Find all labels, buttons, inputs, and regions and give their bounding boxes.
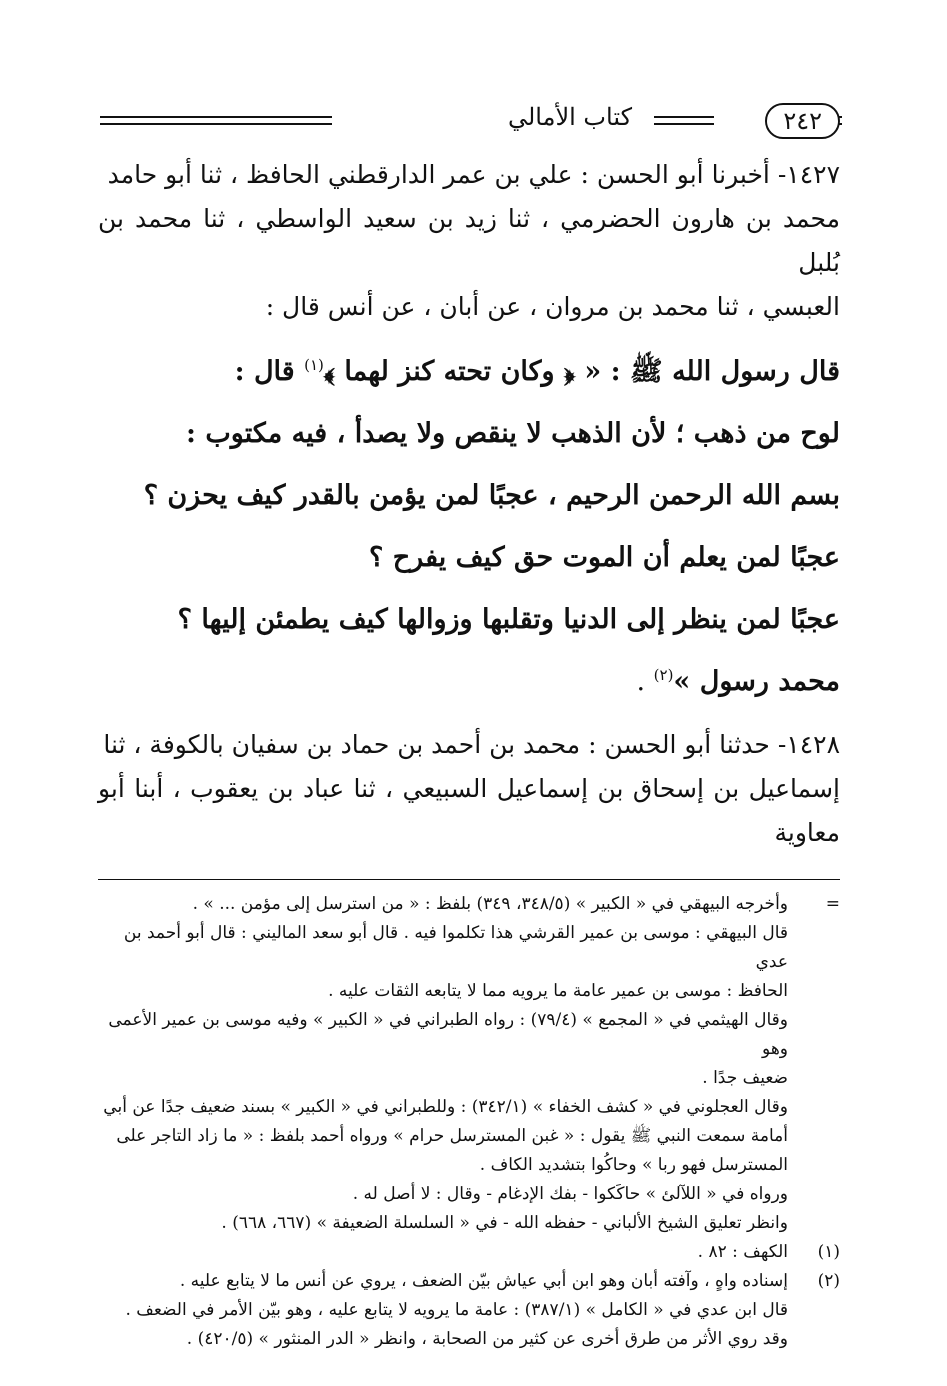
footnote-ref-1[interactable]: (١) (304, 356, 324, 374)
quote-intro-line (98, 341, 840, 403)
footnote-line: المسترسل فهو ربا » وحاكُوا بتشديد الكاف . (479, 1155, 788, 1175)
footnote-2-line: وقد روي الأثر من طرق أخرى عن كثير من الصحابة ، وانظر « الدر المنثور » (٤٢٠/٥) . (186, 1329, 788, 1349)
footnote-continuation (98, 890, 840, 919)
footnote-text: وأخرجه البيهقي في « الكبير » (٣٤٨/٥، ٣٤٩) بلفظ : « من استرسل إلى مؤمن ... » . (192, 894, 788, 914)
header-rule-left (100, 116, 332, 125)
page-number-wrap (765, 101, 840, 141)
footnote-line: ضعيف جدًا . (702, 1068, 788, 1088)
footnote-line: ورواه في « اللآلئ » حاكَكوا - بفك الإدغام - وقال : لا أصل له . (352, 1184, 788, 1204)
quote-line: عجبًا لمن يعلم أن الموت حق كيف يفرح ؟ (369, 542, 840, 573)
hadith-1428-line-1: ١٤٢٨- حدثنا أبو الحسن : محمد بن أحمد بن حماد بن سفيان بالكوفة ، ثنا (103, 730, 840, 759)
footnote-line: قال البيهقي : موسى بن عمير القرشي هذا تكلموا فيه . قال أبو سعد الماليني : قال أبو أحمد بن عدي (123, 923, 788, 972)
footnote-line: وانظر تعليق الشيخ الألباني - حفظه الله - في « السلسلة الضعيفة » (٦٦٧، ٦٦٨) . (221, 1213, 788, 1233)
header-rule-middle (654, 116, 714, 125)
quote-intro-text: قال رسول الله ﷺ : « ﴿ وكان تحته كنز لهما ﴾ (323, 356, 840, 387)
book-page (98, 95, 840, 1354)
page-number: ٢٤٢ (765, 103, 840, 139)
hadith-1428-line-2: إسماعيل بن إسحاق بن إسماعيل السبيعي ، ثنا عباد بن يعقوب ، أبنا أبو معاوية (98, 774, 840, 847)
hadith-quote-block (98, 341, 840, 713)
footnote-1-text: الكهف : ٨٢ . (697, 1242, 788, 1262)
hadith-1427-line-3: العبسي ، ثنا محمد بن مروان ، عن أبان ، عن أنس قال : (265, 292, 840, 321)
footnote-separator (98, 879, 840, 880)
quote-last-text: محمد رسول » (673, 666, 840, 697)
footnotes-section (98, 890, 840, 1354)
footnote-line: وقال العجلوني في « كشف الخفاء » (٣٤٢/١) : وللطبراني في « الكبير » بسند ضعيف جدًا عن أبي (103, 1097, 788, 1117)
quote-intro-end: قال : (234, 356, 305, 387)
continuation-mark: = (825, 894, 840, 914)
page-header (98, 95, 840, 145)
footnote-line: وقال الهيثمي في « المجمع » (٧٩/٤) : رواه الطبراني في « الكبير » وفيه موسى بن عمير الأعمى وهو (108, 1010, 788, 1059)
footnote-2-mark: (٢) (817, 1271, 840, 1291)
footnote-line: أمامة سمعت النبي ﷺ يقول : « غبن المسترسل حرام » ورواه أحمد بلفظ : « ما زاد التاجر على (116, 1126, 788, 1146)
hadith-1428-paragraph (98, 723, 840, 855)
quote-last-line (98, 651, 840, 713)
hadith-1427-line-2: محمد بن هارون الحضرمي ، ثنا زيد بن سعيد الواسطي ، ثنا محمد بن بُلبل (98, 204, 840, 277)
footnote-1 (98, 1238, 840, 1267)
quote-line: عجبًا لمن ينظر إلى الدنيا وتقلبها وزوالها كيف يطمئن إليها ؟ (177, 604, 840, 635)
footnote-2 (98, 1267, 840, 1296)
footnote-2-line: قال ابن عدي في « الكامل » (٣٨٧/١) : عامة ما يرويه لا يتابع عليه ، وهو بيّن الأمر في الضعف . (125, 1300, 788, 1320)
quote-last-end: . (636, 666, 654, 697)
footnote-1-mark: (١) (817, 1242, 840, 1262)
footnote-line: الحافظ : موسى بن عمير عامة ما يرويه مما لا يتابعه الثقات عليه . (328, 981, 788, 1001)
quote-line: لوح من ذهب ؛ لأن الذهب لا ينقص ولا يصدأ ، فيه مكتوب : (186, 418, 840, 449)
hadith-1427-line-1: ١٤٢٧- أخبرنا أبو الحسن : علي بن عمر الدارقطني الحافظ ، ثنا أبو حامد (107, 160, 840, 189)
footnote-ref-2[interactable]: (٢) (653, 666, 674, 684)
quote-line: بسم الله الرحمن الرحيم ، عجبًا لمن يؤمن بالقدر كيف يحزن ؟ (143, 480, 840, 511)
book-title: كتاب الأمالي (500, 103, 640, 131)
footnote-2-text: إسناده واهٍ ، وآفته أبان وهو ابن أبي عياش بيّن الضعف ، يروي عن أنس ما لا يتابع عليه . (179, 1271, 788, 1291)
hadith-1427-paragraph (98, 153, 840, 329)
